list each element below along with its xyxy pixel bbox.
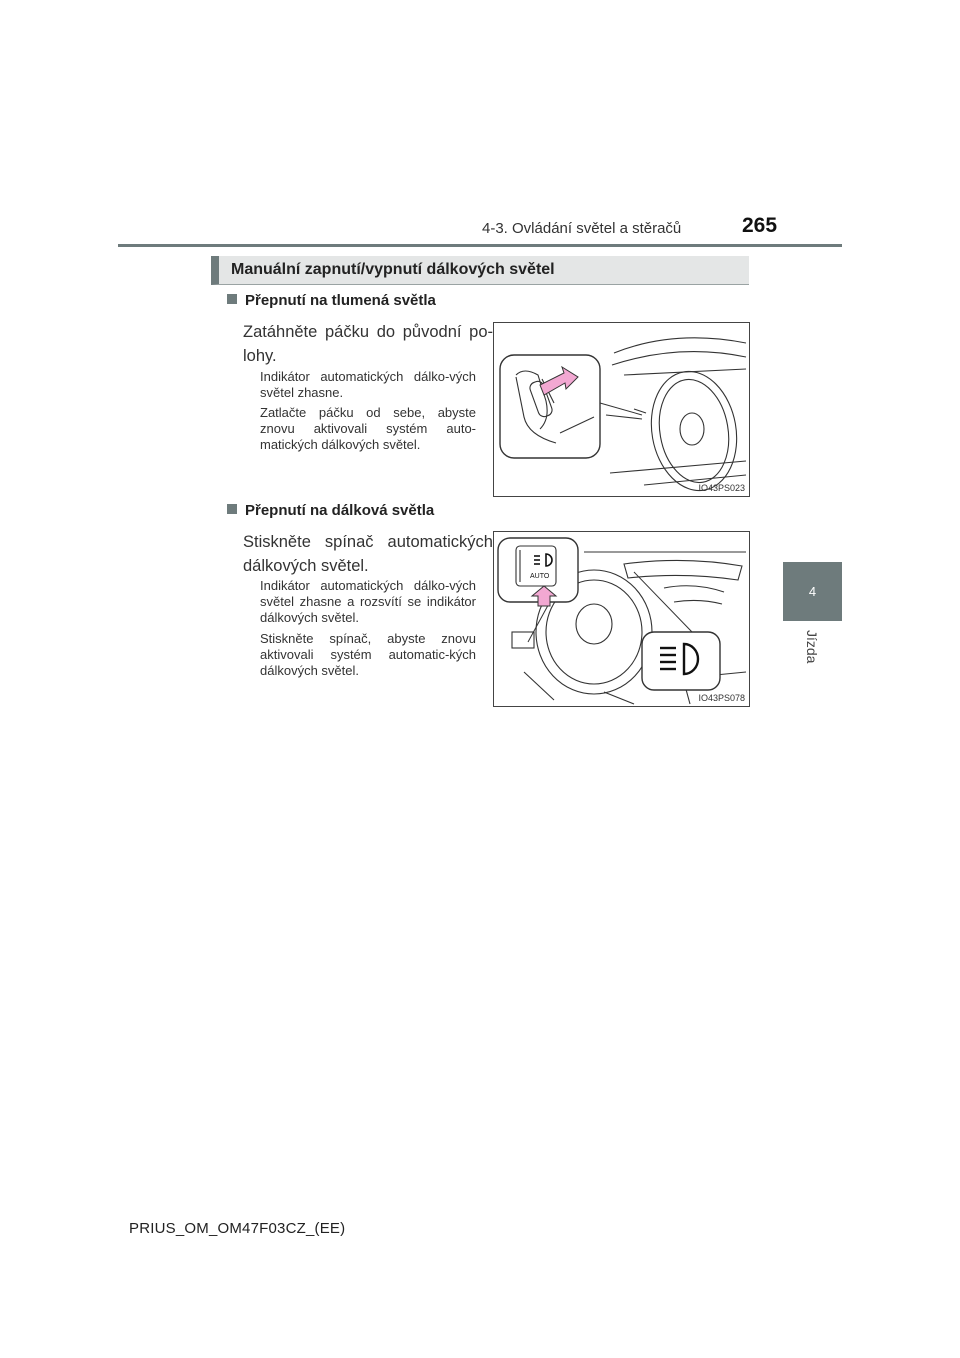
- running-header-section: 4-3. Ovládání světel a stěračů: [482, 220, 682, 237]
- header-divider: [118, 244, 842, 247]
- document-footer-code: PRIUS_OM_OM47F03CZ_(EE): [129, 1220, 346, 1237]
- item-heading-text: Přepnutí na dálková světla: [245, 502, 435, 519]
- instruction-text: Stiskněte spínač automatických dálkových světel.: [243, 533, 493, 575]
- chapter-label: [800, 630, 824, 690]
- section-title-bar: [211, 256, 749, 285]
- chapter-number: 4: [808, 584, 817, 599]
- item-heading-low-beam: [227, 292, 436, 309]
- figure-auto-switch: [493, 531, 750, 707]
- instruction-text: Zatáhněte páčku do původní po-lohy.: [243, 323, 493, 365]
- callout-box: [500, 355, 600, 458]
- figure-code: IO43PS023: [698, 483, 745, 493]
- switch-auto-label: AUTO: [530, 573, 550, 580]
- page-number: 265: [742, 214, 778, 237]
- note-text: Stiskněte spínač, abyste znovu aktivovali systém automatic-kých dálkových světel.: [260, 631, 476, 678]
- item-heading-high-beam: [227, 502, 434, 519]
- note-text: Zatlačte páčku od sebe, abyste znovu aktivovali systém auto-matických dálkových světel.: [260, 405, 476, 452]
- bullet-square-icon: [227, 504, 237, 514]
- figure-lever-pull: [493, 322, 750, 497]
- item-heading-text: Přepnutí na tlumená světla: [245, 292, 436, 309]
- indicator-callout-box: [642, 632, 720, 690]
- dashboard-illustration: [494, 532, 749, 706]
- chapter-tab: [783, 562, 842, 621]
- figure-code: IO43PS078: [698, 693, 745, 703]
- section-title: Manuální zapnutí/vypnutí dálkových světel: [231, 261, 555, 278]
- lever-illustration: [494, 323, 749, 496]
- chapter-label-text: Jízda: [804, 630, 820, 664]
- note-text: Indikátor automatických dálko-vých světel zhasne.: [260, 369, 476, 400]
- note-text: Indikátor automatických dálko-vých světel zhasne a rozsvítí se indikátor dálkových světel.: [260, 578, 476, 625]
- bullet-square-icon: [227, 294, 237, 304]
